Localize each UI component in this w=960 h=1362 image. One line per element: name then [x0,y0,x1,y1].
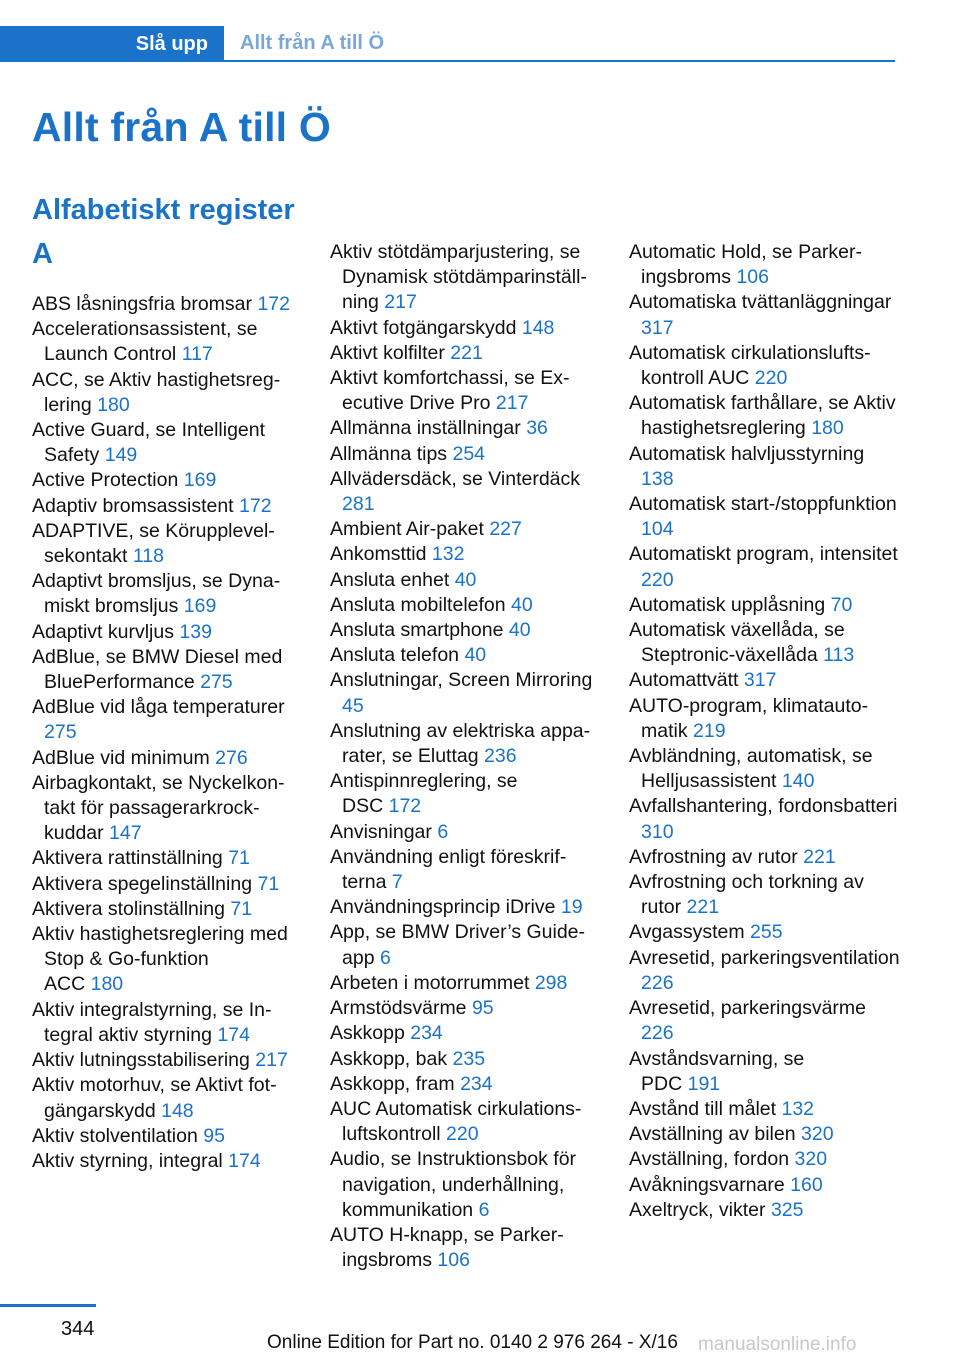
index-entry [629,1122,901,1147]
footer-accent-line [0,1304,96,1307]
entry-term: Ansluta smartphone [330,619,504,642]
index-entry [629,744,901,794]
entry-term: AUTO-program, klimatautomatik [629,694,869,742]
entry-page-link[interactable]: 320 [794,1148,828,1171]
entry-page-link[interactable]: 236 [484,745,517,768]
entry-page-link[interactable]: 70 [830,593,853,616]
entry-page-link[interactable]: 118 [132,545,164,568]
entry-term: ACC, se Aktiv hastighetsreglering [32,368,281,416]
entry-term: Automattvätt [629,669,739,692]
index-entry [330,719,602,769]
entry-term: Avbländning, automatisk, se Helljusassistent [629,745,873,793]
index-entry [330,920,602,970]
index-entry [330,845,602,895]
entry-term: Aktivt kolfilter [330,341,445,364]
index-entry [330,542,602,567]
entry-term: Adaptivt kurvljus [32,620,174,643]
entry-term: Aktiv integralstyrning, se Integral aktiv styrning [32,998,272,1046]
entry-page-link[interactable]: 113 [823,644,855,667]
entry-term: Ambient Air-paket [330,518,484,541]
entry-term: Avfallshantering, fordonsbatteri [629,795,898,818]
index-entry [32,1073,304,1123]
entry-term: Automatisk upplåsning [629,593,826,616]
entry-page-link[interactable]: 148 [521,316,555,339]
entry-page-link[interactable]: 254 [452,442,486,465]
index-entry [629,668,901,693]
entry-page-link[interactable]: 6 [478,1198,490,1221]
index-entry [32,368,304,418]
entry-term: Aktiv styrning, integral [32,1149,223,1172]
index-entry [330,366,602,416]
entry-term: Aktivera rattinställning [32,847,223,870]
index-entry [330,895,602,920]
entry-page-link[interactable]: 310 [641,820,674,843]
index-entry [32,645,304,695]
index-entry [330,1097,602,1147]
index-entry [330,996,602,1021]
entry-term: Avresetid, parkeringsvärme [629,997,866,1020]
entry-term: App, se BMW Driver’s Guide-app [330,921,586,969]
entry-term: Avfrostning av rutor [629,845,798,868]
index-entry [32,998,304,1048]
entry-page-link[interactable]: 220 [446,1123,479,1146]
index-entry [330,341,602,366]
entry-page-link[interactable]: 174 [217,1023,250,1046]
entry-page-link[interactable]: 325 [770,1198,804,1221]
index-entry [629,391,901,441]
entry-page-link[interactable]: 7 [391,871,403,894]
entry-page-link[interactable]: 180 [811,417,844,440]
entry-term: Ankomsttid [330,543,427,566]
index-entry [330,643,602,668]
entry-term: Askkopp, bak [330,1047,448,1070]
index-entry [32,746,304,771]
entry-term: Antispinnreglering, se DSC [330,770,518,818]
page-number: 344 [61,1318,95,1340]
entry-term: AdBlue vid minimum [32,746,210,769]
entry-term: Aktiv lutningsstabilisering [32,1049,250,1072]
index-entry [330,1072,602,1097]
entry-term: ABS låsningsfria bromsar [32,293,253,315]
entry-page-link[interactable]: 148 [161,1099,194,1122]
entry-term: Aktivt komfortchassi, se Executive Drive Pro [330,367,570,415]
index-entry [629,845,901,870]
entry-page-link[interactable]: 106 [736,266,769,289]
entry-term: Axeltryck, vikter [629,1198,766,1221]
entry-term: Armstödsvärme [330,997,467,1020]
entry-term: Anvisningar [330,820,432,843]
entry-page-link[interactable]: 275 [44,721,77,744]
entry-page-link[interactable]: 255 [750,921,783,944]
tab-sla-upp[interactable]: Slå upp [0,26,224,62]
index-entry [629,1047,901,1097]
index-entry [32,922,304,998]
index-column-3 [629,240,901,1223]
entry-page-link[interactable]: 191 [687,1072,721,1095]
entry-page-link[interactable]: 40 [464,644,487,667]
edition-text: Online Edition for Part no. 0140 2 976 264 - X/16 [267,1332,678,1353]
index-entry [330,467,602,517]
index-entry [629,870,901,920]
index-entry [330,971,602,996]
index-entry [330,240,602,316]
entry-term: Aktivera stolinställning [32,897,225,920]
entry-page-link[interactable]: 40 [511,593,533,616]
index-entry [32,846,304,871]
index-entry [32,872,304,897]
index-entry [330,1021,602,1046]
entry-page-link[interactable]: 217 [384,291,417,314]
entry-term: Aktiv motorhuv, se Aktivt fotgängarskydd [32,1074,277,1122]
entry-term: Accelerationsassistent, se Launch Control [32,318,258,366]
index-entry [629,694,901,744]
entry-page-link[interactable]: 147 [109,822,142,845]
entry-page-link[interactable]: 219 [693,719,726,742]
entry-page-link[interactable]: 149 [104,444,138,467]
index-entry [32,468,304,493]
entry-term: Ansluta telefon [330,644,460,667]
index-entry [330,820,602,845]
entry-term: Allvädersdäck, se Vinterdäck [330,467,581,490]
entry-page-link[interactable]: 160 [790,1173,823,1196]
index-entry [330,769,602,819]
index-entry [629,593,901,618]
index-entry [629,492,901,542]
entry-page-link[interactable]: 217 [255,1049,288,1072]
entry-page-link[interactable]: 172 [239,494,272,517]
index-entry [330,517,602,542]
index-entry [32,897,304,922]
index-entry [330,593,602,618]
entry-page-link[interactable]: 180 [90,973,124,996]
entry-page-link[interactable]: 106 [437,1249,470,1272]
entry-term: Ansluta enhet [330,568,450,591]
index-entry [629,290,901,340]
entry-term: Arbeten i motorrummet [330,971,530,994]
entry-page-link[interactable]: 36 [526,417,548,440]
entry-page-link[interactable]: 226 [641,1022,674,1045]
entry-page-link[interactable]: 217 [495,392,529,415]
entry-term: Allmänna tips [330,442,448,465]
entry-term: Active Guard, se Intelligent Safety [32,419,266,467]
entry-term: Automatisk växellåda, se Steptronic-växellåda [629,619,845,667]
entry-term: Automatiska tvättanläggningar [629,291,892,314]
entry-page-link[interactable]: 6 [437,820,449,843]
index-column-2 [330,240,602,1273]
entry-term: Automatisk farthållare, se Aktiv hastighetsreglering [629,392,896,440]
entry-page-link[interactable]: 172 [257,293,290,315]
index-entry [629,618,901,668]
index-entry [330,1223,602,1273]
entry-term: Airbagkontakt, se Nyckelkontakt för passagerarkrockkuddar [32,771,285,845]
entry-term: Aktiv hastighetsreglering med Stop & Go-funktion ACC [32,923,288,996]
entry-term: Aktivt fotgängarskydd [330,316,517,339]
entry-page-link[interactable]: 221 [803,845,836,868]
entry-term: Active Protection [32,469,179,492]
entry-page-link[interactable]: 320 [801,1123,834,1146]
entry-page-link[interactable]: 95 [471,997,494,1020]
entry-term: Aktiv stolventilation [32,1124,198,1147]
entry-term: Anslutningar, Screen Mirroring [330,669,593,692]
index-entry [629,946,901,996]
entry-page-link[interactable]: 276 [215,746,248,769]
index-entry [629,1147,901,1172]
entry-term: Avställning, fordon [629,1148,790,1171]
entry-page-link[interactable]: 220 [754,367,788,390]
entry-page-link[interactable]: 275 [200,671,233,694]
entry-term: AUC Automatisk cirkulationsluftskontroll [330,1097,582,1146]
entry-page-link[interactable]: 235 [452,1047,486,1070]
index-entry [330,568,602,593]
entry-term: Adaptivt bromsljus, se Dynamiskt bromsljus [32,570,281,618]
entry-term: Audio, se Instruktionsbok för navigation, underhållning, kommunikation [330,1148,577,1221]
entry-term: Avståndsvarning, se PDC [629,1047,805,1095]
section-letter: A [32,238,53,270]
index-entry [629,341,901,391]
index-entry [32,1048,304,1073]
index-entry [32,620,304,645]
page-title: Allt från A till Ö [32,104,331,150]
entry-term: Automatisk halvljusstyrning [629,442,865,465]
index-entry [32,519,304,569]
index-entry [32,695,304,745]
index-entry [32,771,304,847]
index-entry [629,1173,901,1198]
entry-term: Automatisk start-/stoppfunktion [629,493,897,516]
entry-term: Avåkningsvarnare [629,1173,785,1196]
entry-term: Användningsprincip iDrive [330,896,556,919]
index-column-1 [32,240,304,1174]
entry-page-link[interactable]: 117 [181,343,213,366]
entry-page-link[interactable]: 19 [560,896,583,919]
entry-page-link[interactable]: 71 [230,897,253,920]
entry-page-link[interactable]: 45 [342,694,364,717]
index-entry [629,542,901,592]
index-entry [330,668,602,718]
entry-page-link[interactable]: 132 [431,543,465,566]
index-entry [330,442,602,467]
entry-page-link[interactable]: 169 [183,469,217,492]
entry-page-link[interactable]: 221 [450,341,483,364]
entry-term: Aktiv stötdämparjustering, se Dynamisk stötdämparinställning [330,241,587,314]
entry-term: Automatisk cirkulationsluftskontroll AUC [629,341,871,390]
entry-term: Automatiskt program, intensitet [629,543,898,566]
index-entry [32,418,304,468]
index-entry [629,920,901,945]
index-entry [330,1147,602,1223]
entry-page-link[interactable]: 281 [342,493,375,516]
index-entry [32,569,304,619]
entry-term: ADAPTIVE, se Körupplevelsekontakt [32,519,275,568]
entry-term: Askkopp, fram [330,1072,455,1095]
index-entry [330,618,602,643]
entry-term: Användning enligt föreskrifterna [330,845,567,894]
entry-page-link[interactable]: 234 [410,1022,443,1045]
entry-term: AdBlue, se BMW Diesel med BluePerformance [32,645,283,694]
entry-page-link[interactable]: 180 [97,393,130,416]
entry-page-link[interactable]: 221 [686,896,720,919]
entry-page-link[interactable]: 298 [534,971,568,994]
entry-term: AUTO H-knapp, se Parkeringsbroms [330,1223,564,1272]
entry-term: Askkopp [330,1022,405,1045]
entry-page-link[interactable]: 6 [379,946,391,969]
entry-page-link[interactable]: 139 [179,620,212,643]
entry-page-link[interactable]: 104 [641,518,674,541]
index-entry [629,794,901,844]
entry-page-link[interactable]: 140 [781,770,815,793]
entry-page-link[interactable]: 172 [388,795,422,818]
entry-page-link[interactable]: 174 [228,1149,261,1172]
entry-term: Automatic Hold, se Parkeringsbroms [629,241,863,289]
index-entry [32,1149,304,1174]
entry-term: Avstånd till målet [629,1097,777,1120]
entry-page-link[interactable]: 234 [460,1072,493,1095]
entry-term: Avfrostning och torkning av rutor [629,871,864,919]
index-entry [32,292,304,317]
entry-page-link[interactable]: 132 [781,1097,815,1120]
entry-term: Avgassystem [629,921,745,944]
index-entry [629,1198,901,1223]
entry-page-link[interactable]: 71 [257,872,280,895]
entry-term: Adaptiv bromsassistent [32,494,234,517]
entry-page-link[interactable]: 317 [641,316,674,339]
entry-term: AdBlue vid låga temperaturer [32,696,285,719]
page-subtitle: Alfabetiskt register [32,194,295,226]
index-entry [32,1124,304,1149]
entry-term: Anslutning av elektriska apparater, se Eluttag [330,719,591,768]
index-entry [629,240,901,290]
watermark-text: manualsonline.info [698,1334,857,1355]
entry-page-link[interactable]: 95 [203,1124,225,1147]
entry-term: Allmänna inställningar [330,417,521,440]
entry-page-link[interactable]: 40 [508,619,531,642]
entry-page-link[interactable]: 317 [743,669,777,692]
index-entry [32,494,304,519]
entry-page-link[interactable]: 169 [183,595,217,618]
index-entry [629,442,901,492]
entry-page-link[interactable]: 138 [641,467,674,490]
tab-divider-line [0,60,895,62]
entry-term: Avställning av bilen [629,1123,796,1146]
tab-allt-fran-a-till-o[interactable]: Allt från A till Ö [240,32,385,54]
entry-term: Aktivera spegelinställning [32,872,253,895]
index-entry [330,416,602,441]
index-entry [32,317,304,367]
index-entry [330,1047,602,1072]
top-tab-bar [0,26,895,62]
index-entry [330,316,602,341]
entry-term: Avresetid, parkeringsventilation [629,946,900,969]
entry-page-link[interactable]: 227 [489,518,522,541]
index-entry [629,1097,901,1122]
entry-page-link[interactable]: 220 [641,568,674,591]
entry-term: Ansluta mobiltelefon [330,593,506,616]
entry-page-link[interactable]: 40 [454,568,477,591]
entry-page-link[interactable]: 71 [228,847,250,870]
index-entry [629,996,901,1046]
entry-page-link[interactable]: 226 [641,971,674,994]
